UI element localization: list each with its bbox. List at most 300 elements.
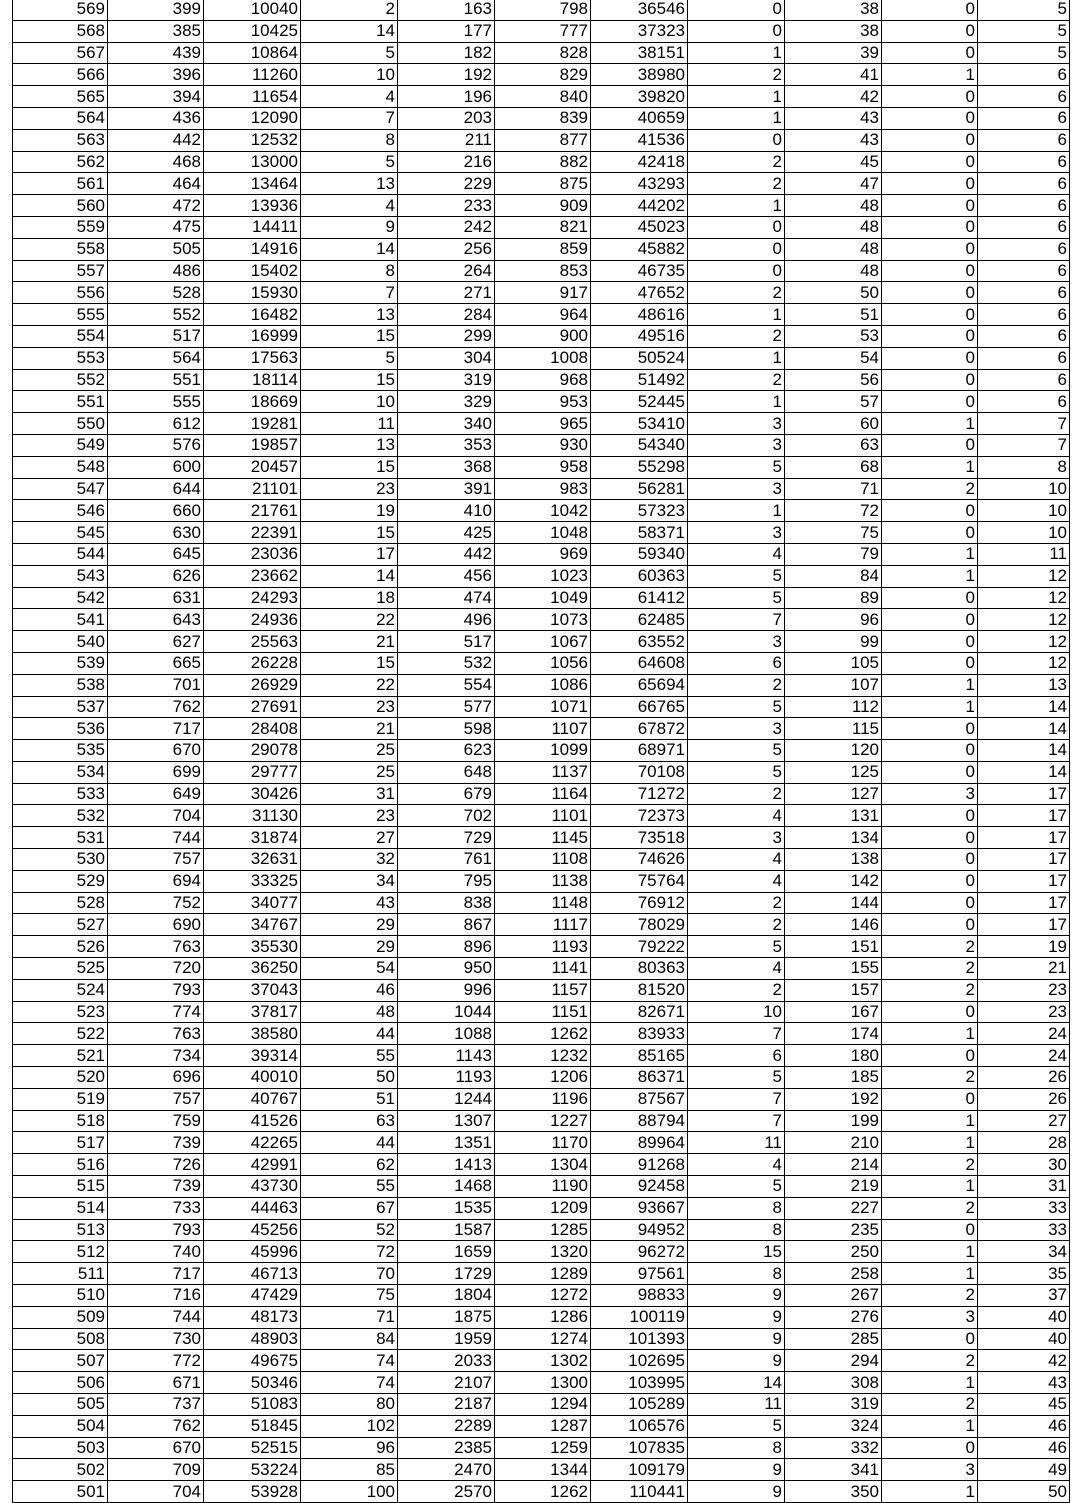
table-cell: 31	[301, 783, 398, 805]
table-cell: 48616	[591, 304, 688, 326]
table-row	[13, 1110, 1070, 1132]
table-row	[13, 151, 1070, 173]
table-cell: 1320	[495, 1241, 591, 1263]
table-row	[13, 827, 1070, 849]
table-cell: 468	[108, 151, 204, 173]
table-cell: 1164	[495, 783, 591, 805]
table-cell: 983	[495, 478, 591, 500]
table-cell: 1086	[495, 674, 591, 696]
table-cell: 182	[398, 42, 495, 64]
table-cell: 56	[785, 369, 882, 391]
table-cell: 43	[978, 1372, 1070, 1394]
table-cell: 1	[882, 543, 978, 565]
table-cell: 51083	[204, 1394, 301, 1416]
table-cell: 0	[882, 0, 978, 20]
table-cell: 29777	[204, 761, 301, 783]
table-cell: 0	[882, 434, 978, 456]
table-cell: 38980	[591, 64, 688, 86]
table-cell: 43	[301, 892, 398, 914]
table-cell: 49516	[591, 325, 688, 347]
table-cell: 694	[108, 870, 204, 892]
table-cell: 57323	[591, 500, 688, 522]
table-cell: 513	[13, 1219, 108, 1241]
table-cell: 560	[13, 195, 108, 217]
table-cell: 33	[978, 1197, 1070, 1219]
table-cell: 12	[978, 652, 1070, 674]
table-cell: 48	[785, 195, 882, 217]
table-cell: 32	[301, 849, 398, 871]
table-row	[13, 456, 1070, 478]
table-cell: 505	[13, 1394, 108, 1416]
table-cell: 5	[301, 151, 398, 173]
table-cell: 1190	[495, 1176, 591, 1198]
table-cell: 0	[882, 740, 978, 762]
table-cell: 174	[785, 1023, 882, 1045]
table-cell: 85	[301, 1459, 398, 1481]
table-cell: 839	[495, 107, 591, 129]
table-cell: 829	[495, 64, 591, 86]
table-cell: 538	[13, 674, 108, 696]
table-cell: 631	[108, 587, 204, 609]
table-cell: 761	[398, 849, 495, 871]
table-cell: 1	[688, 86, 785, 108]
table-cell: 1587	[398, 1219, 495, 1241]
table-cell: 508	[13, 1328, 108, 1350]
table-cell: 0	[882, 1219, 978, 1241]
table-cell: 2	[688, 151, 785, 173]
table-cell: 8	[688, 1219, 785, 1241]
table-cell: 4	[301, 86, 398, 108]
table-cell: 102	[301, 1415, 398, 1437]
table-cell: 37043	[204, 979, 301, 1001]
table-cell: 37	[978, 1285, 1070, 1307]
table-row	[13, 740, 1070, 762]
table-cell: 1056	[495, 652, 591, 674]
table-cell: 8	[301, 129, 398, 151]
table-cell: 33325	[204, 870, 301, 892]
table-row	[13, 413, 1070, 435]
table-cell: 0	[882, 849, 978, 871]
table-cell: 1287	[495, 1415, 591, 1437]
table-cell: 78029	[591, 914, 688, 936]
table-cell: 2	[301, 0, 398, 20]
table-cell: 31130	[204, 805, 301, 827]
table-cell: 486	[108, 260, 204, 282]
table-cell: 0	[882, 107, 978, 129]
table-cell: 517	[108, 325, 204, 347]
table-cell: 14	[978, 696, 1070, 718]
table-cell: 34077	[204, 892, 301, 914]
table-cell: 58371	[591, 522, 688, 544]
table-cell: 32631	[204, 849, 301, 871]
table-row	[13, 805, 1070, 827]
table-cell: 565	[13, 86, 108, 108]
table-cell: 5	[688, 587, 785, 609]
table-cell: 48903	[204, 1328, 301, 1350]
table-row	[13, 434, 1070, 456]
table-cell: 26	[978, 1067, 1070, 1089]
table-cell: 598	[398, 718, 495, 740]
table-cell: 71	[301, 1306, 398, 1328]
table-cell: 627	[108, 631, 204, 653]
table-cell: 509	[13, 1306, 108, 1328]
table-cell: 11260	[204, 64, 301, 86]
table-cell: 68	[785, 456, 882, 478]
table-cell: 61412	[591, 587, 688, 609]
table-cell: 2470	[398, 1459, 495, 1481]
table-row	[13, 64, 1070, 86]
table-cell: 546	[13, 500, 108, 522]
table-cell: 12532	[204, 129, 301, 151]
table-cell: 76912	[591, 892, 688, 914]
table-cell: 909	[495, 195, 591, 217]
table-cell: 43	[785, 107, 882, 129]
table-cell: 464	[108, 173, 204, 195]
table-cell: 83933	[591, 1023, 688, 1045]
table-cell: 0	[882, 195, 978, 217]
table-cell: 54	[301, 958, 398, 980]
table-cell: 0	[688, 20, 785, 42]
table-cell: 100119	[591, 1306, 688, 1328]
table-cell: 23	[978, 1001, 1070, 1023]
table-cell: 8	[301, 260, 398, 282]
table-cell: 31	[978, 1176, 1070, 1198]
table-cell: 18	[301, 587, 398, 609]
table-cell: 43	[785, 129, 882, 151]
table-cell: 3	[688, 522, 785, 544]
table-cell: 679	[398, 783, 495, 805]
table-cell: 551	[108, 369, 204, 391]
table-cell: 1274	[495, 1328, 591, 1350]
table-cell: 547	[13, 478, 108, 500]
table-cell: 2	[882, 1197, 978, 1219]
table-cell: 0	[882, 369, 978, 391]
table-cell: 1	[882, 1415, 978, 1437]
table-cell: 46	[978, 1437, 1070, 1459]
table-row	[13, 0, 1070, 20]
table-cell: 2	[882, 478, 978, 500]
table-row	[13, 129, 1070, 151]
table-cell: 6	[978, 129, 1070, 151]
table-cell: 13	[978, 674, 1070, 696]
table-cell: 7	[978, 413, 1070, 435]
table-cell: 626	[108, 565, 204, 587]
table-cell: 42	[785, 86, 882, 108]
table-cell: 41536	[591, 129, 688, 151]
table-cell: 9	[688, 1285, 785, 1307]
table-cell: 517	[13, 1132, 108, 1154]
table-cell: 19	[978, 936, 1070, 958]
table-cell: 211	[398, 129, 495, 151]
table-cell: 0	[688, 129, 785, 151]
table-cell: 5	[688, 696, 785, 718]
table-row	[13, 587, 1070, 609]
table-cell: 47652	[591, 282, 688, 304]
table-cell: 44	[301, 1132, 398, 1154]
table-row	[13, 870, 1070, 892]
table-cell: 2	[688, 783, 785, 805]
table-cell: 1262	[495, 1023, 591, 1045]
table-cell: 51492	[591, 369, 688, 391]
table-row	[13, 1045, 1070, 1067]
table-cell: 532	[398, 652, 495, 674]
table-cell: 15	[301, 652, 398, 674]
table-cell: 96	[301, 1437, 398, 1459]
table-cell: 1148	[495, 892, 591, 914]
table-cell: 192	[398, 64, 495, 86]
table-cell: 48	[301, 1001, 398, 1023]
table-cell: 539	[13, 652, 108, 674]
table-cell: 17	[978, 914, 1070, 936]
table-cell: 859	[495, 238, 591, 260]
table-cell: 25563	[204, 631, 301, 653]
table-cell: 1	[882, 696, 978, 718]
table-cell: 6	[688, 652, 785, 674]
table-cell: 2	[882, 958, 978, 980]
table-cell: 235	[785, 1219, 882, 1241]
table-cell: 25	[301, 740, 398, 762]
table-cell: 23	[978, 979, 1070, 1001]
table-cell: 1285	[495, 1219, 591, 1241]
table-cell: 42265	[204, 1132, 301, 1154]
table-cell: 11654	[204, 86, 301, 108]
table-cell: 72	[785, 500, 882, 522]
table-cell: 1	[882, 64, 978, 86]
table-cell: 51845	[204, 1415, 301, 1437]
table-cell: 42418	[591, 151, 688, 173]
table-cell: 744	[108, 827, 204, 849]
table-cell: 3	[688, 434, 785, 456]
table-row	[13, 1197, 1070, 1219]
table-cell: 50	[301, 1067, 398, 1089]
table-cell: 506	[13, 1372, 108, 1394]
table-cell: 192	[785, 1088, 882, 1110]
table-cell: 43293	[591, 173, 688, 195]
table-cell: 242	[398, 216, 495, 238]
table-cell: 553	[13, 347, 108, 369]
table-cell: 1196	[495, 1088, 591, 1110]
table-cell: 6	[978, 107, 1070, 129]
table-cell: 49	[978, 1459, 1070, 1481]
table-cell: 20457	[204, 456, 301, 478]
table-cell: 21	[978, 958, 1070, 980]
table-row	[13, 1023, 1070, 1045]
table-cell: 22	[301, 674, 398, 696]
table-cell: 1344	[495, 1459, 591, 1481]
table-cell: 3	[688, 718, 785, 740]
table-cell: 0	[882, 1088, 978, 1110]
table-cell: 1193	[398, 1067, 495, 1089]
table-cell: 0	[882, 718, 978, 740]
table-cell: 4	[688, 870, 785, 892]
table-cell: 214	[785, 1154, 882, 1176]
table-cell: 733	[108, 1197, 204, 1219]
table-cell: 965	[495, 413, 591, 435]
table-cell: 503	[13, 1437, 108, 1459]
table-cell: 112	[785, 696, 882, 718]
table-row	[13, 1459, 1070, 1481]
table-row	[13, 369, 1070, 391]
table-cell: 1206	[495, 1067, 591, 1089]
table-cell: 716	[108, 1285, 204, 1307]
table-cell: 1209	[495, 1197, 591, 1219]
table-cell: 996	[398, 979, 495, 1001]
table-cell: 0	[882, 1001, 978, 1023]
table-cell: 0	[882, 151, 978, 173]
table-cell: 319	[398, 369, 495, 391]
table-cell: 6	[978, 86, 1070, 108]
table-cell: 2	[688, 325, 785, 347]
table-row	[13, 20, 1070, 42]
table-cell: 18114	[204, 369, 301, 391]
table-cell: 146	[785, 914, 882, 936]
table-cell: 526	[13, 936, 108, 958]
table-row	[13, 1176, 1070, 1198]
table-cell: 16482	[204, 304, 301, 326]
table-cell: 1804	[398, 1285, 495, 1307]
table-cell: 59340	[591, 543, 688, 565]
table-cell: 670	[108, 1437, 204, 1459]
table-cell: 5	[688, 565, 785, 587]
table-cell: 665	[108, 652, 204, 674]
table-cell: 1302	[495, 1350, 591, 1372]
table-cell: 41526	[204, 1110, 301, 1132]
table-cell: 793	[108, 1219, 204, 1241]
table-cell: 1	[882, 1372, 978, 1394]
table-cell: 1304	[495, 1154, 591, 1176]
table-cell: 1468	[398, 1176, 495, 1198]
table-cell: 701	[108, 674, 204, 696]
table-cell: 219	[785, 1176, 882, 1198]
table-cell: 55	[301, 1045, 398, 1067]
table-row	[13, 282, 1070, 304]
table-cell: 554	[13, 325, 108, 347]
table-cell: 702	[398, 805, 495, 827]
table-cell: 285	[785, 1328, 882, 1350]
table-cell: 3	[882, 1459, 978, 1481]
table-cell: 15402	[204, 260, 301, 282]
table-cell: 42	[978, 1350, 1070, 1372]
table-cell: 472	[108, 195, 204, 217]
table-cell: 1151	[495, 1001, 591, 1023]
table-cell: 1	[882, 1110, 978, 1132]
table-cell: 46713	[204, 1263, 301, 1285]
table-cell: 29078	[204, 740, 301, 762]
table-cell: 11	[978, 543, 1070, 565]
table-row	[13, 1263, 1070, 1285]
table-cell: 48	[785, 238, 882, 260]
table-cell: 21	[301, 631, 398, 653]
table-cell: 87567	[591, 1088, 688, 1110]
table-cell: 730	[108, 1328, 204, 1350]
table-cell: 7	[688, 609, 785, 631]
table-cell: 1272	[495, 1285, 591, 1307]
table-cell: 1	[882, 1132, 978, 1154]
table-cell: 5	[301, 42, 398, 64]
table-row	[13, 1437, 1070, 1459]
table-cell: 276	[785, 1306, 882, 1328]
table-cell: 1023	[495, 565, 591, 587]
table-cell: 163	[398, 0, 495, 20]
table-cell: 762	[108, 696, 204, 718]
table-cell: 11	[301, 413, 398, 435]
table-cell: 47	[785, 173, 882, 195]
table-cell: 475	[108, 216, 204, 238]
table-cell: 63552	[591, 631, 688, 653]
table-cell: 107	[785, 674, 882, 696]
table-cell: 9	[688, 1328, 785, 1350]
table-cell: 5	[688, 936, 785, 958]
table-cell: 68971	[591, 740, 688, 762]
table-cell: 4	[688, 543, 785, 565]
table-cell: 696	[108, 1067, 204, 1089]
table-cell: 46	[301, 979, 398, 1001]
table-cell: 5	[688, 1067, 785, 1089]
table-cell: 6	[978, 391, 1070, 413]
table-cell: 267	[785, 1285, 882, 1307]
table-cell: 36546	[591, 0, 688, 20]
table-cell: 0	[882, 391, 978, 413]
table-cell: 50	[785, 282, 882, 304]
table-cell: 12	[978, 631, 1070, 653]
table-cell: 558	[13, 238, 108, 260]
table-cell: 33	[978, 1219, 1070, 1241]
table-cell: 43730	[204, 1176, 301, 1198]
table-cell: 40010	[204, 1067, 301, 1089]
table-cell: 24936	[204, 609, 301, 631]
table-cell: 4	[688, 849, 785, 871]
table-cell: 185	[785, 1067, 882, 1089]
table-cell: 7	[301, 107, 398, 129]
table-cell: 501	[13, 1481, 108, 1503]
table-cell: 45023	[591, 216, 688, 238]
table-cell: 0	[882, 129, 978, 151]
table-cell: 555	[108, 391, 204, 413]
table-row	[13, 631, 1070, 653]
table-cell: 543	[13, 565, 108, 587]
table-cell: 514	[13, 1197, 108, 1219]
table-cell: 12090	[204, 107, 301, 129]
table-cell: 648	[398, 761, 495, 783]
table-cell: 36250	[204, 958, 301, 980]
table-cell: 0	[688, 0, 785, 20]
table-cell: 45256	[204, 1219, 301, 1241]
table-cell: 552	[13, 369, 108, 391]
table-cell: 1535	[398, 1197, 495, 1219]
table-cell: 19857	[204, 434, 301, 456]
table-cell: 54340	[591, 434, 688, 456]
table-cell: 522	[13, 1023, 108, 1045]
table-cell: 1049	[495, 587, 591, 609]
table-cell: 39314	[204, 1045, 301, 1067]
table-cell: 8	[688, 1263, 785, 1285]
table-cell: 8	[978, 456, 1070, 478]
table-cell: 0	[882, 500, 978, 522]
table-cell: 180	[785, 1045, 882, 1067]
table-cell: 740	[108, 1241, 204, 1263]
table-cell: 38580	[204, 1023, 301, 1045]
table-cell: 7	[301, 282, 398, 304]
table-cell: 739	[108, 1132, 204, 1154]
table-cell: 14	[688, 1372, 785, 1394]
table-cell: 23	[301, 478, 398, 500]
table-cell: 105	[785, 652, 882, 674]
table-cell: 79	[785, 543, 882, 565]
table-cell: 762	[108, 1415, 204, 1437]
table-cell: 524	[13, 979, 108, 1001]
table-cell: 569	[13, 0, 108, 20]
table-cell: 6	[688, 1045, 785, 1067]
